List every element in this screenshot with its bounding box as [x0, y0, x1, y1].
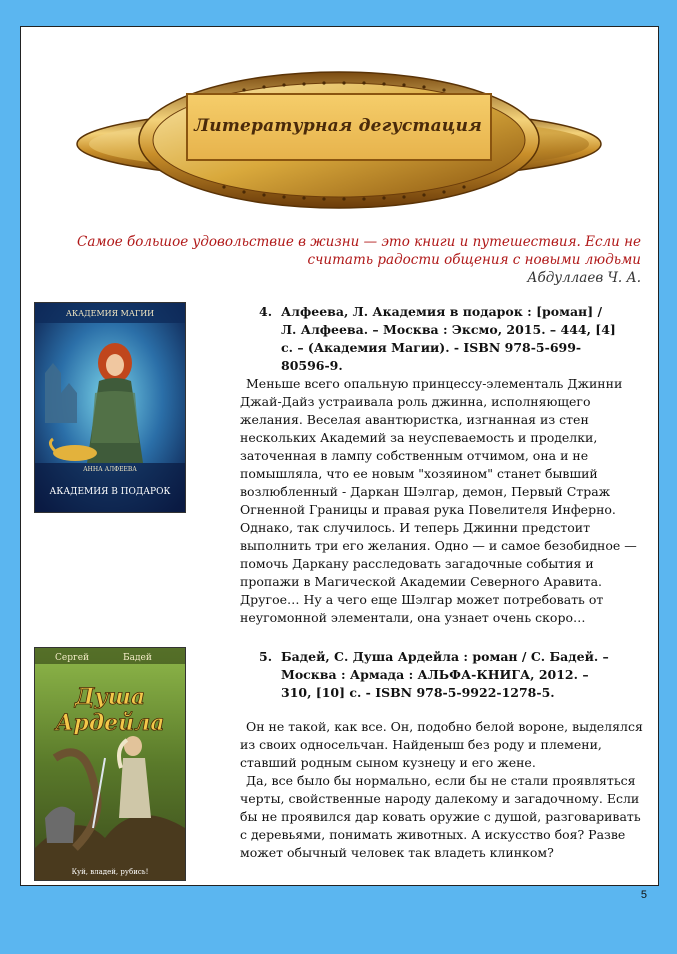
book-citation: Алфеева, Л. Академия в подарок : [роман] / Л. Алфеева. – Москва : Эксмо, 2015. – 444, [4] с. – (Академия Магии). - ISBN 978-5-699-80596-9. — [281, 304, 616, 373]
epigraph-quote: Самое большое удовольствие в жизни — это книги и путешествия. Если не считать радости общения с новыми людьми — [77, 234, 641, 268]
epigraph — [51, 233, 641, 287]
book-cover-5 — [34, 647, 186, 881]
cover-5-tagline: Куй, владей, рубись! — [71, 868, 149, 876]
book-citation: Бадей, С. Душа Ардейла : роман / С. Бадей. – Москва : Армада : АЛЬФА-КНИГА, 2012. – 310, [10] с. - ISBN 978-5-9922-1278-5. — [281, 649, 609, 700]
cover-4-series: АКАДЕМИЯ МАГИИ — [65, 309, 155, 318]
annotation-paragraph: Меньше всего опальную принцессу-элементаль Джинни Джай-Дайз устраивала роль джинна, исполняющего желания. Веселая авантюристка, изгнанная из стен нескольких Академий за неуспеваемость и проделки, заточенная в лампу собственным отчимом, она и не помышляла, что ее новым "хозяином" станет бывший возлюбленный - Даркан Шэлгар, демон, Первый Страж Огненной Границы и правая рука Повелителя Инферно. Однако, так случилось. И теперь Джинни предстоит выполнить три его желания. Одно — и самое безобидное — помочь Даркану расследовать загадочные события и пропажи в Магической Академии Северного Аравита. Другое… Ну а чего еще Шэлгар может потребовать от неугомонной элементали, она узнает очень скоро… — [240, 376, 637, 625]
page-sheet — [20, 26, 659, 886]
cover-4-title: АКАДЕМИЯ В ПОДАРОК — [49, 487, 171, 497]
cover-4-author: АННА АЛФЕЕВА — [83, 466, 137, 473]
cover-5-title-2: Ардейла — [55, 710, 165, 736]
book-annotation-4 — [240, 375, 645, 627]
annotation-paragraph: Да, все было бы нормально, если бы не стали проявляться черты, свойственные народу далекому и загадочному. Если бы не проявился дар ковать оружие с душой, разговаривать с деревьями, понимать животных. А искусство боя? Разве может обычный человек так владеть клинком? — [240, 773, 641, 860]
book-number: 5. — [259, 649, 273, 664]
book-cover-4 — [34, 302, 186, 513]
book-annotation-5 — [240, 718, 645, 862]
cover-5-title-1: Душа — [74, 684, 146, 710]
epigraph-author: Абдуллаев Ч. А. — [527, 270, 641, 286]
cover-5-author-first: Сергей — [55, 653, 90, 663]
page-number: 5 — [640, 889, 647, 901]
annotation-paragraph: Он не такой, как все. Он, подобно белой вороне, выделялся из своих односельчан. Найденыш без роду и племени, ставший родным сыном кузнецу и его жене. — [240, 719, 643, 770]
book-number: 4. — [259, 304, 273, 319]
cover-5-author-last: Бадей — [123, 653, 152, 663]
banner-title: Литературная дегустация — [194, 116, 482, 136]
